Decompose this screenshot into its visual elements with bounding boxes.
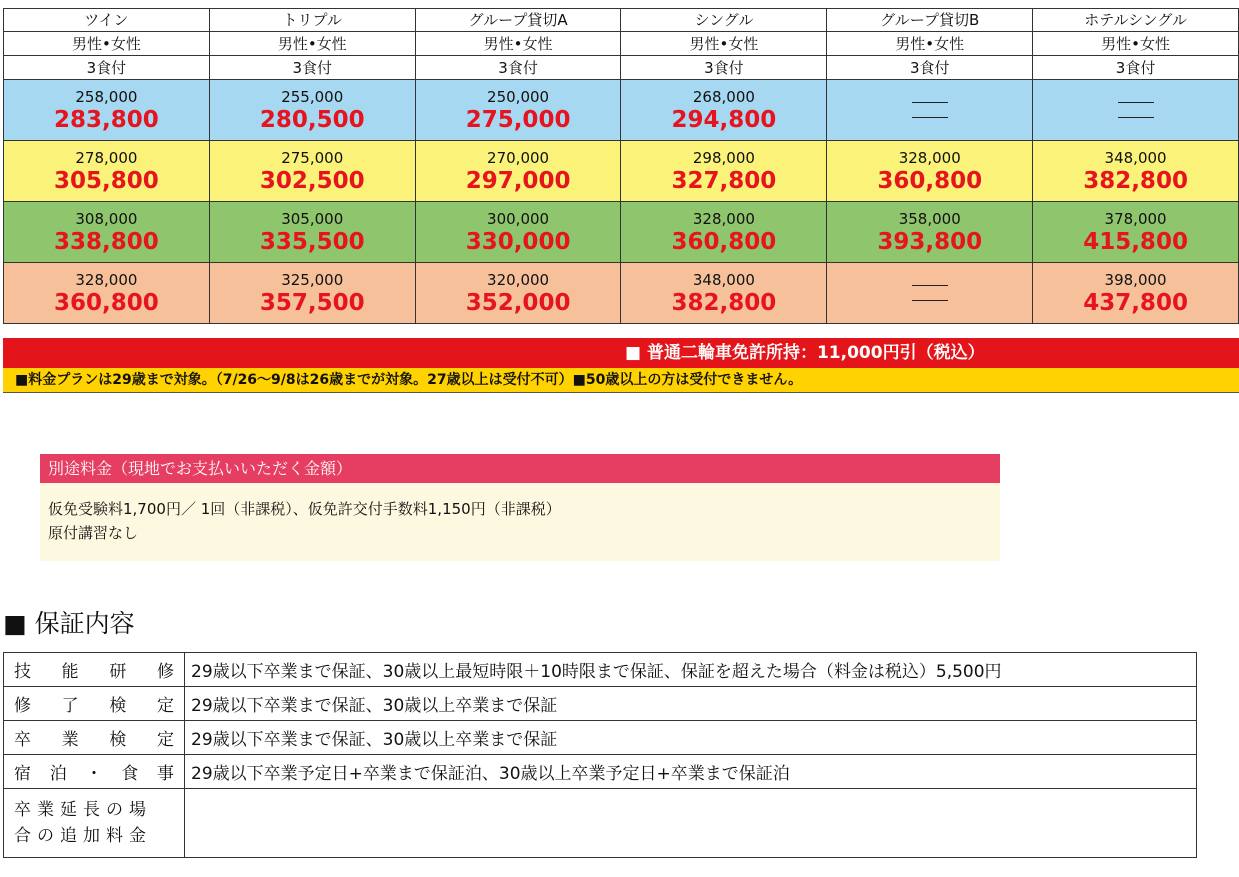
base-price: 358,000 xyxy=(898,210,961,228)
base-price: 308,000 xyxy=(75,210,138,228)
guarantee-label xyxy=(4,687,185,721)
label-char: 検 xyxy=(109,730,127,750)
price-row xyxy=(4,80,1239,141)
tax-price: 360,800 xyxy=(54,290,159,316)
guarantee-row xyxy=(4,755,1197,789)
tax-price: 305,800 xyxy=(54,168,159,194)
column-name: シングル xyxy=(621,9,827,32)
label-char: 了 xyxy=(61,696,79,716)
column-meals: 3食付 xyxy=(827,56,1033,80)
column-name: ツイン xyxy=(4,9,210,32)
column-gender: 男性•女性 xyxy=(4,32,210,56)
column-meals: 3食付 xyxy=(209,56,415,80)
base-price: 328,000 xyxy=(898,149,961,167)
dash-mark xyxy=(912,300,948,301)
license-discount-note: ■ 普通二輪車免許所持：11,000円引（税込） xyxy=(625,343,985,363)
price-cell xyxy=(415,80,621,141)
base-price: 270,000 xyxy=(487,149,550,167)
base-price: 378,000 xyxy=(1104,210,1167,228)
guarantee-text: 29歳以下卒業まで保証、30歳以上卒業まで保証 xyxy=(185,687,1197,721)
guarantee-title: ■ 保証内容 xyxy=(3,609,135,638)
guarantee-label xyxy=(4,653,185,687)
label-char: 修 xyxy=(156,662,174,682)
base-price: 320,000 xyxy=(487,271,550,289)
price-row xyxy=(4,141,1239,202)
column-name: トリプル xyxy=(209,9,415,32)
dash-mark xyxy=(912,117,948,118)
dash-mark xyxy=(912,285,948,286)
price-cell xyxy=(1033,202,1239,263)
base-price: 398,000 xyxy=(1104,271,1167,289)
label-char: ・ xyxy=(85,764,103,784)
price-cell xyxy=(1033,141,1239,202)
tax-price: 297,000 xyxy=(465,168,571,194)
price-cell xyxy=(4,263,210,324)
tax-price: 335,500 xyxy=(259,229,365,255)
price-cell xyxy=(827,202,1033,263)
base-price: 348,000 xyxy=(1104,149,1167,167)
tax-price: 415,800 xyxy=(1083,229,1188,255)
column-meals: 3食付 xyxy=(1033,56,1239,80)
price-cell xyxy=(415,263,621,324)
tax-price: 437,800 xyxy=(1083,290,1188,316)
price-cell xyxy=(621,80,827,141)
price-cell xyxy=(209,263,415,324)
label-char: 技 xyxy=(14,662,31,682)
label-char: 研 xyxy=(109,662,127,682)
price-cell xyxy=(621,263,827,324)
column-meals: 3食付 xyxy=(415,56,621,80)
label-char: 業 xyxy=(61,730,79,750)
guarantee-text: 29歳以下卒業まで保証、30歳以上最短時限＋10時限まで保証、保証を超えた場合（料金は税込）5,500円 xyxy=(185,653,1197,687)
column-meals: 3食付 xyxy=(4,56,210,80)
price-cell xyxy=(209,80,415,141)
base-price: 328,000 xyxy=(692,210,755,228)
tax-price: 283,800 xyxy=(54,107,159,133)
price-cell xyxy=(4,202,210,263)
guarantee-row xyxy=(4,653,1197,687)
base-price: 328,000 xyxy=(75,271,138,289)
column-gender: 男性•女性 xyxy=(209,32,415,56)
guarantee-text: 29歳以下卒業予定日+卒業まで保証泊、30歳以上卒業予定日+卒業まで保証泊 xyxy=(185,755,1197,789)
label-line: 卒業延長の場 xyxy=(14,800,152,820)
base-price: 255,000 xyxy=(281,88,344,106)
price-table xyxy=(3,8,1239,324)
tax-price: 360,800 xyxy=(877,168,983,194)
license-discount-bar xyxy=(3,338,1239,368)
base-price: 298,000 xyxy=(692,149,755,167)
column-name: グループ貸切B xyxy=(827,9,1033,32)
guarantee-row xyxy=(4,721,1197,755)
column-name: グループ貸切A xyxy=(415,9,621,32)
tax-price: 330,000 xyxy=(465,229,571,255)
label-char: 宿 xyxy=(14,764,31,784)
base-price: 278,000 xyxy=(75,149,138,167)
base-price: 300,000 xyxy=(487,210,550,228)
age-restriction-note: ■料金プランは29歳まで対象。（7/26〜9/8は26歳までが対象。27歳以上は受付不可）■50歳以上の方は受付できません。 xyxy=(15,372,803,388)
dash-mark xyxy=(1118,117,1154,118)
column-meals: 3食付 xyxy=(621,56,827,80)
price-cell xyxy=(827,141,1033,202)
price-row xyxy=(4,263,1239,324)
column-name: ホテルシングル xyxy=(1033,9,1239,32)
label-char: 定 xyxy=(156,730,174,750)
extra-fees-title: 別途料金（現地でお支払いいただく金額） xyxy=(48,459,353,478)
base-price: 348,000 xyxy=(692,271,755,289)
age-restriction-bar xyxy=(3,368,1239,393)
tax-price: 338,800 xyxy=(54,229,159,255)
base-price: 325,000 xyxy=(281,271,344,289)
tax-price: 360,800 xyxy=(671,229,777,255)
guarantee-label xyxy=(4,721,185,755)
label-char: 卒 xyxy=(14,730,31,750)
guarantee-text-extension xyxy=(185,789,1197,858)
price-cell xyxy=(4,80,210,141)
guarantee-row xyxy=(4,687,1197,721)
column-meals-row xyxy=(4,56,1239,80)
tax-price: 382,800 xyxy=(671,290,777,316)
label-line: 合の追加料金 xyxy=(14,826,152,846)
price-cell xyxy=(209,141,415,202)
label-char: 泊 xyxy=(49,764,67,784)
base-price: 268,000 xyxy=(692,88,755,106)
label-char: 定 xyxy=(156,696,174,716)
price-cell xyxy=(415,202,621,263)
price-cell xyxy=(621,202,827,263)
tax-price: 382,800 xyxy=(1083,168,1188,194)
label-char: 修 xyxy=(14,696,31,716)
column-gender: 男性•女性 xyxy=(1033,32,1239,56)
guarantee-table xyxy=(3,652,1197,858)
tax-price: 294,800 xyxy=(671,107,777,133)
extra-fees-body xyxy=(40,483,1000,561)
label-char: 事 xyxy=(157,764,174,784)
price-row xyxy=(4,202,1239,263)
fee-line-exam: 仮免受験料1,700円／ 1回（非課税）、仮免許交付手数料1,150円（非課税） xyxy=(48,500,561,518)
price-cell xyxy=(4,141,210,202)
tax-price: 302,500 xyxy=(259,168,365,194)
price-cell xyxy=(209,202,415,263)
column-gender-row xyxy=(4,32,1239,56)
guarantee-row-extension xyxy=(4,789,1197,858)
fee-line-moped: 原付講習なし xyxy=(48,524,139,542)
guarantee-text: 29歳以下卒業まで保証、30歳以上卒業まで保証 xyxy=(185,721,1197,755)
base-price: 275,000 xyxy=(281,149,344,167)
tax-price: 275,000 xyxy=(465,107,571,133)
label-char: 食 xyxy=(121,764,139,784)
guarantee-label xyxy=(4,755,185,789)
price-cell-unavailable xyxy=(827,263,1033,324)
extra-fees-header xyxy=(40,454,1000,483)
dash-mark xyxy=(912,102,948,103)
column-gender: 男性•女性 xyxy=(621,32,827,56)
tax-price: 393,800 xyxy=(877,229,983,255)
base-price: 258,000 xyxy=(75,88,138,106)
column-gender: 男性•女性 xyxy=(415,32,621,56)
guarantee-label-extension xyxy=(4,789,185,858)
column-name-row xyxy=(4,9,1239,32)
base-price: 250,000 xyxy=(487,88,550,106)
tax-price: 327,800 xyxy=(671,168,777,194)
price-cell-unavailable xyxy=(827,80,1033,141)
dash-mark xyxy=(1118,102,1154,103)
tax-price: 357,500 xyxy=(259,290,365,316)
label-char: 能 xyxy=(61,662,79,682)
tax-price: 352,000 xyxy=(465,290,571,316)
label-char: 検 xyxy=(109,696,127,716)
price-cell-unavailable xyxy=(1033,80,1239,141)
price-cell xyxy=(415,141,621,202)
price-cell xyxy=(1033,263,1239,324)
tax-price: 280,500 xyxy=(259,107,365,133)
price-cell xyxy=(621,141,827,202)
column-gender: 男性•女性 xyxy=(827,32,1033,56)
base-price: 305,000 xyxy=(281,210,344,228)
